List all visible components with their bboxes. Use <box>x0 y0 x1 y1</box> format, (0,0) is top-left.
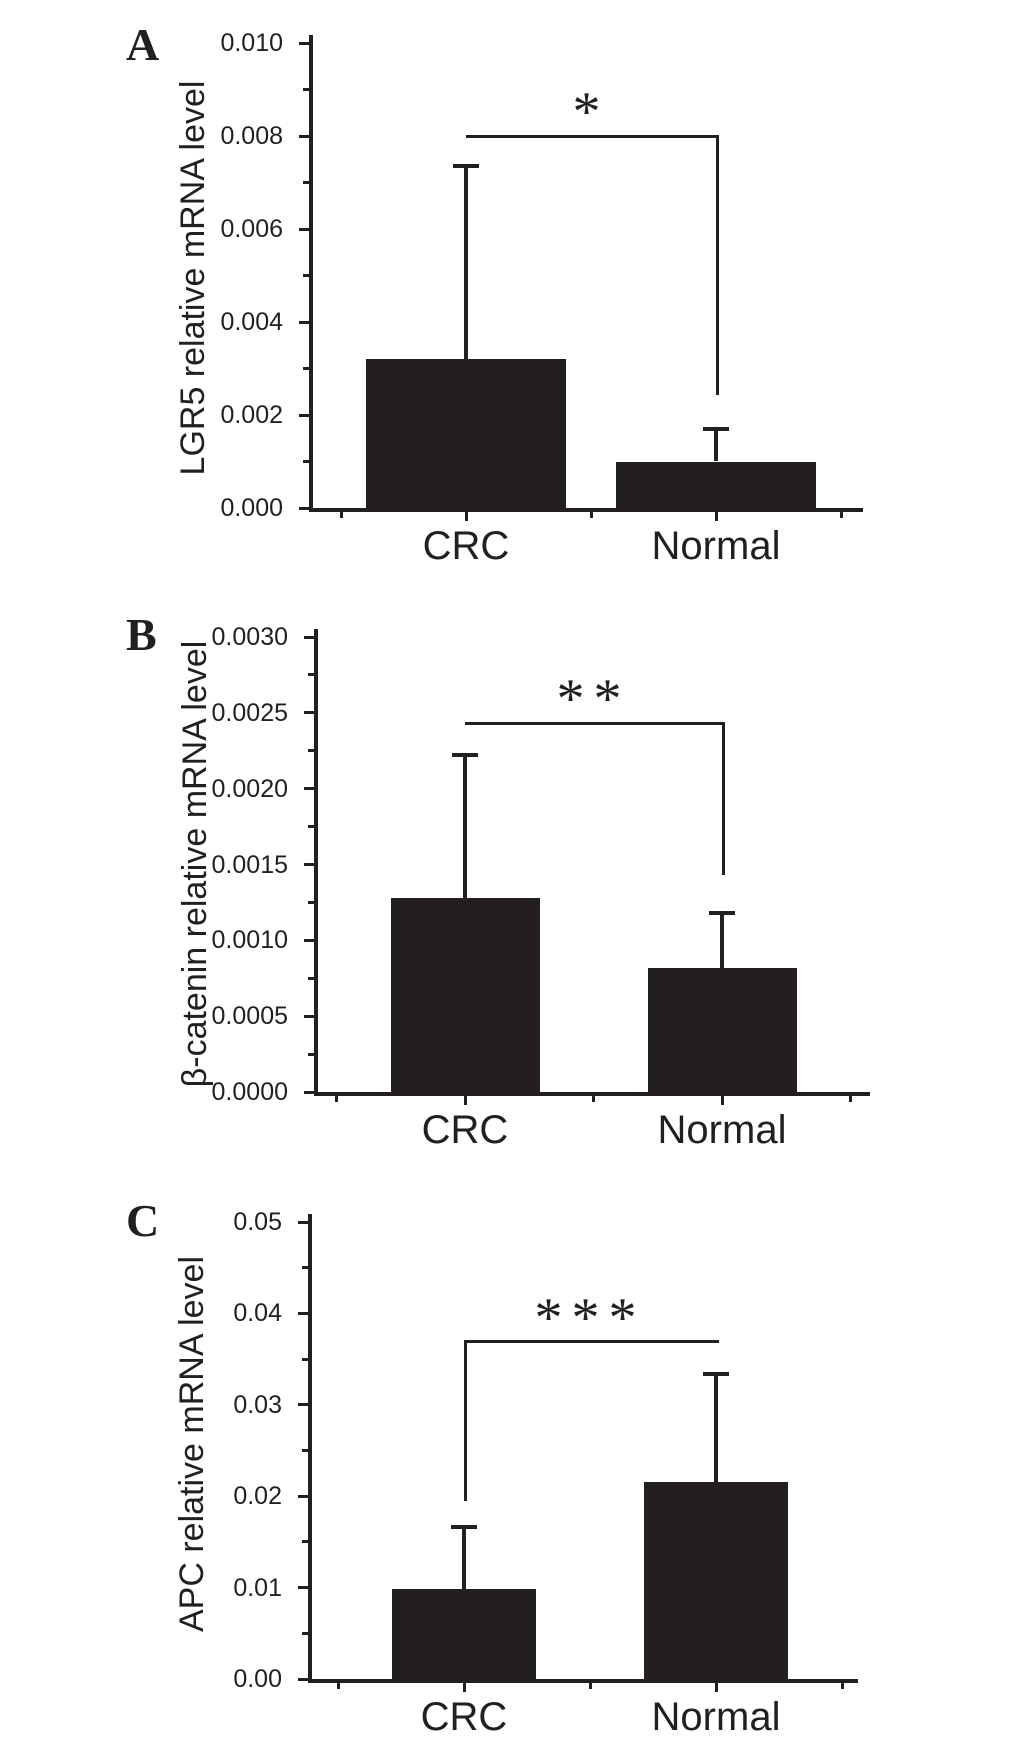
y-tick-label-b-1: 0.0005 <box>211 1002 288 1031</box>
y-tick-label-c-3: 0.03 <box>233 1390 282 1419</box>
x-major-tick-b-0 <box>464 1096 467 1105</box>
error-cap-c-crc <box>451 1525 477 1529</box>
x-major-tick-c-0 <box>463 1683 466 1692</box>
y-major-tick-c-0 <box>298 1678 308 1681</box>
y-axis-title-a: LGR5 relative mRNA level <box>174 80 212 476</box>
y-tick-label-a-0: 0.000 <box>220 494 283 522</box>
y-minor-tick-b-3 <box>308 825 314 828</box>
error-whisker-c-crc <box>462 1527 466 1589</box>
y-major-tick-b-0 <box>304 1091 314 1094</box>
panel-c-letter: C <box>126 1195 160 1246</box>
y-tick-label-a-1: 0.002 <box>220 401 283 429</box>
x-axis-c <box>308 1679 858 1683</box>
y-minor-tick-c-4 <box>302 1266 308 1269</box>
y-tick-label-b-6: 0.0030 <box>211 623 288 651</box>
y-major-tick-b-3 <box>304 863 314 866</box>
y-minor-tick-a-3 <box>303 181 309 184</box>
error-whisker-b-normal <box>720 913 724 968</box>
x-axis-a <box>309 508 863 512</box>
bar-b-normal <box>648 968 797 1092</box>
x-major-tick-a-0 <box>465 512 468 521</box>
y-major-tick-a-1 <box>299 414 309 417</box>
panel-a-letter: A <box>126 19 160 70</box>
y-tick-label-b-4: 0.0020 <box>211 774 288 803</box>
x-major-tick-c-1 <box>715 1683 718 1692</box>
y-axis-title-b: β-catenin relative mRNA level <box>176 640 214 1088</box>
bar-a-normal <box>616 462 816 509</box>
y-axis-a <box>309 35 313 512</box>
y-minor-tick-a-4 <box>303 88 309 91</box>
y-minor-tick-c-0 <box>302 1632 308 1635</box>
x-minor-tick-c-2 <box>841 1683 844 1689</box>
error-cap-c-normal <box>703 1372 729 1376</box>
y-tick-label-a-5: 0.010 <box>220 29 283 57</box>
y-minor-tick-b-1 <box>308 977 314 980</box>
y-axis-b <box>314 629 318 1096</box>
y-major-tick-b-5 <box>304 711 314 714</box>
x-minor-tick-b-2 <box>849 1096 852 1102</box>
y-minor-tick-a-2 <box>303 274 309 277</box>
x-minor-tick-c-0 <box>337 1683 340 1689</box>
y-minor-tick-c-3 <box>302 1358 308 1361</box>
y-tick-label-b-0: 0.0000 <box>211 1078 288 1106</box>
error-whisker-c-normal <box>714 1374 718 1483</box>
x-major-tick-b-1 <box>721 1096 724 1105</box>
y-minor-tick-b-0 <box>308 1053 314 1056</box>
y-axis-title-c: APC relative mRNA level <box>173 1256 211 1633</box>
y-tick-label-a-3: 0.006 <box>220 215 283 243</box>
x-minor-tick-b-1 <box>592 1096 595 1102</box>
x-minor-tick-c-1 <box>589 1683 592 1689</box>
y-major-tick-c-3 <box>298 1403 308 1406</box>
bar-c-crc <box>392 1589 536 1679</box>
error-whisker-a-normal <box>714 429 718 462</box>
error-cap-a-crc <box>453 164 479 168</box>
error-cap-b-crc <box>452 753 478 757</box>
bar-c-normal <box>644 1482 788 1679</box>
y-tick-label-c-2: 0.02 <box>233 1482 282 1511</box>
significance-stars-a: * <box>572 81 610 143</box>
y-minor-tick-b-2 <box>308 901 314 904</box>
y-minor-tick-b-4 <box>308 749 314 752</box>
y-major-tick-b-4 <box>304 787 314 790</box>
y-minor-tick-a-0 <box>303 460 309 463</box>
error-whisker-b-crc <box>463 755 467 898</box>
x-category-label-a-crc: CRC <box>422 524 510 568</box>
y-tick-label-b-2: 0.0010 <box>211 926 288 955</box>
x-minor-tick-b-0 <box>335 1096 338 1102</box>
error-whisker-a-crc <box>464 166 468 359</box>
y-tick-label-c-5: 0.05 <box>233 1208 282 1236</box>
x-category-label-c-crc: CRC <box>420 1695 508 1739</box>
y-major-tick-b-6 <box>304 636 314 639</box>
y-tick-label-c-4: 0.04 <box>233 1299 282 1328</box>
y-minor-tick-b-5 <box>308 673 314 676</box>
y-major-tick-b-2 <box>304 939 314 942</box>
significance-bracket-drop-b <box>722 722 725 875</box>
y-tick-label-c-0: 0.00 <box>233 1665 282 1693</box>
y-tick-label-a-4: 0.008 <box>220 122 283 150</box>
x-minor-tick-a-2 <box>840 512 843 518</box>
y-tick-label-b-5: 0.0025 <box>211 698 288 727</box>
y-axis-c <box>308 1214 312 1683</box>
y-tick-label-c-1: 0.01 <box>233 1573 282 1602</box>
error-cap-b-normal <box>709 911 735 915</box>
y-tick-label-a-2: 0.004 <box>220 308 283 336</box>
x-category-label-a-normal: Normal <box>651 524 781 568</box>
x-minor-tick-a-0 <box>340 512 343 518</box>
y-major-tick-c-1 <box>298 1586 308 1589</box>
y-minor-tick-a-1 <box>303 367 309 370</box>
error-cap-a-normal <box>703 427 729 431</box>
panel-b-letter: B <box>126 609 157 660</box>
y-major-tick-a-3 <box>299 228 309 231</box>
x-category-label-b-crc: CRC <box>421 1108 509 1152</box>
y-major-tick-b-1 <box>304 1015 314 1018</box>
y-major-tick-a-4 <box>299 135 309 138</box>
y-minor-tick-c-1 <box>302 1540 308 1543</box>
x-major-tick-a-1 <box>715 512 718 521</box>
x-category-label-b-normal: Normal <box>657 1108 787 1152</box>
y-major-tick-c-5 <box>298 1221 308 1224</box>
x-minor-tick-a-1 <box>590 512 593 518</box>
y-major-tick-a-5 <box>299 42 309 45</box>
y-major-tick-a-0 <box>299 507 309 510</box>
bar-b-crc <box>391 898 540 1092</box>
x-category-label-c-normal: Normal <box>651 1695 781 1739</box>
y-major-tick-c-2 <box>298 1495 308 1498</box>
y-major-tick-c-4 <box>298 1312 308 1315</box>
y-tick-label-b-3: 0.0015 <box>211 850 288 879</box>
y-minor-tick-c-2 <box>302 1449 308 1452</box>
significance-stars-c: *** <box>534 1286 646 1349</box>
y-major-tick-a-2 <box>299 321 309 324</box>
bar-a-crc <box>366 359 566 508</box>
significance-bracket-drop-c <box>464 1340 467 1501</box>
significance-bracket-drop-a <box>716 135 719 395</box>
significance-stars-b: ** <box>556 668 631 731</box>
